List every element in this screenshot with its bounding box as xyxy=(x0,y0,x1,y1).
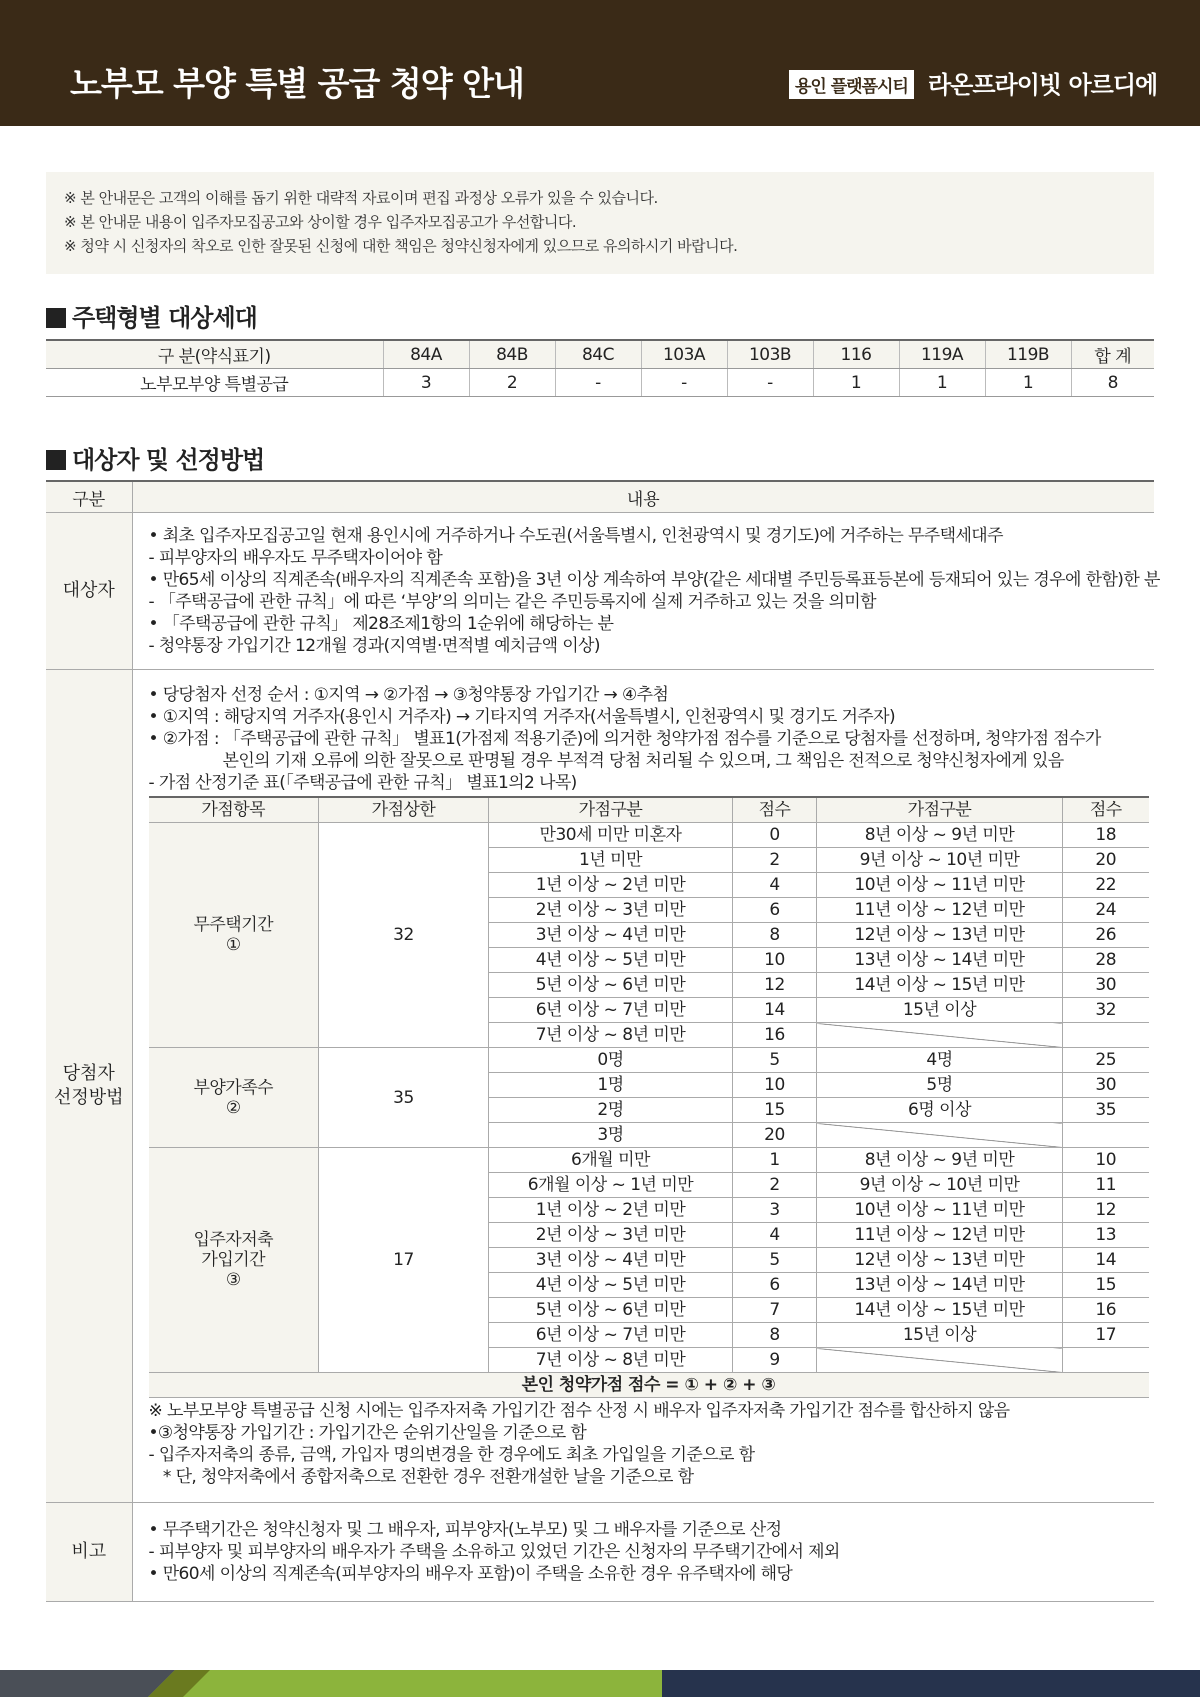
header-cell: 가점구분 xyxy=(489,797,733,823)
table-header-row xyxy=(46,481,1154,513)
table-cell: 1 xyxy=(985,369,1071,397)
score-range: 3년 이상 ~ 4년 미만 xyxy=(489,923,733,948)
score-row xyxy=(149,823,1149,848)
header-cell: 가점항목 xyxy=(149,797,319,823)
table-row xyxy=(46,369,1154,397)
bar-segment-navy xyxy=(662,1670,1200,1697)
header-cell: 84B xyxy=(469,340,555,369)
content-line: - 피부양자 및 피부양자의 배우자가 주택을 소유하고 있었던 기간은 신청자의 무주택기간에서 제외 xyxy=(148,1542,840,1562)
score-value: 3 xyxy=(733,1198,817,1223)
score-range: 1명 xyxy=(489,1073,733,1098)
score-range: 5명 xyxy=(817,1073,1063,1098)
score-category-name: 무주택기간 xyxy=(193,915,274,935)
score-value: 5 xyxy=(733,1248,817,1273)
empty-diagonal-cell xyxy=(817,1123,1063,1148)
header-cell: 116 xyxy=(813,340,899,369)
bar-segment-green xyxy=(148,1670,662,1697)
score-range: 13년 이상 ~ 14년 미만 xyxy=(817,948,1063,973)
header-cell: 내용 xyxy=(132,481,1154,513)
empty-cell xyxy=(1063,1123,1149,1148)
content-line: - 청약통장 가입기간 12개월 경과(지역별·면적별 예치금액 이상) xyxy=(148,636,600,656)
score-range: 12년 이상 ~ 13년 미만 xyxy=(817,923,1063,948)
score-value: 15 xyxy=(733,1098,817,1123)
content-line: • 당당첨자 선정 순서 : ①지역 → ②가점 → ③청약통장 가입기간 → ④추첨 xyxy=(148,685,669,705)
score-value: 14 xyxy=(733,998,817,1023)
empty-diagonal-cell xyxy=(817,1348,1063,1373)
empty-cell xyxy=(1063,1348,1149,1373)
score-value: 17 xyxy=(1063,1323,1149,1348)
unit-type-table xyxy=(46,339,1154,397)
score-range: 6개월 이상 ~ 1년 미만 xyxy=(489,1173,733,1198)
table-header-row xyxy=(46,340,1154,369)
score-value: 6 xyxy=(733,898,817,923)
score-range: 3명 xyxy=(489,1123,733,1148)
square-bullet-icon xyxy=(46,308,66,328)
score-range: 12년 이상 ~ 13년 미만 xyxy=(817,1248,1063,1273)
score-value: 16 xyxy=(1063,1298,1149,1323)
content-line: • ①지역 : 해당지역 거주자(용인시 거주자) → 기타지역 거주자(서울특별시, 인천광역시 및 경기도 거주자) xyxy=(148,707,895,727)
score-value: 4 xyxy=(733,873,817,898)
row-content xyxy=(132,1503,1154,1602)
header-cell: 가점구분 xyxy=(817,797,1063,823)
score-max: 35 xyxy=(319,1048,489,1148)
square-bullet-icon xyxy=(46,450,66,470)
score-value: 12 xyxy=(733,973,817,998)
score-value: 5 xyxy=(733,1048,817,1073)
row-content xyxy=(132,513,1160,670)
score-value: 25 xyxy=(1063,1048,1149,1073)
score-max: 32 xyxy=(319,823,489,1048)
score-value: 28 xyxy=(1063,948,1149,973)
score-value: 8 xyxy=(733,1323,817,1348)
score-range: 8년 이상 ~ 9년 미만 xyxy=(817,1148,1063,1173)
score-category-name: 입주자저축 xyxy=(193,1230,274,1250)
table-cell: - xyxy=(641,369,727,397)
table-cell: 2 xyxy=(469,369,555,397)
score-category xyxy=(149,1048,319,1148)
score-category-name: 가입기간 xyxy=(201,1250,266,1270)
score-value: 8 xyxy=(733,923,817,948)
score-row xyxy=(149,1048,1149,1073)
score-range: 1년 미만 xyxy=(489,848,733,873)
score-value: 1 xyxy=(733,1148,817,1173)
table-cell: 3 xyxy=(383,369,469,397)
table-cell: 1 xyxy=(899,369,985,397)
selection-table xyxy=(46,480,1160,1602)
content-line: • 만65세 이상의 직계존속(배우자의 직계존속 포함)을 3년 이상 계속하여 부양(같은 세대별 주민등록표등본에 등재되어 있는 경우에 한함)한 분 xyxy=(148,570,1160,590)
score-range: 1년 이상 ~ 2년 미만 xyxy=(489,873,733,898)
score-category-mark: ③ xyxy=(225,1270,241,1290)
content-line: • 「주택공급에 관한 규칙」 제28조제1항의 1순위에 해당하는 분 xyxy=(148,614,614,634)
notice-box xyxy=(46,172,1154,274)
score-range: 14년 이상 ~ 15년 미만 xyxy=(817,1298,1063,1323)
page-header xyxy=(0,0,1200,126)
header-cell: 가점상한 xyxy=(319,797,489,823)
score-range: 4년 이상 ~ 5년 미만 xyxy=(489,948,733,973)
score-range: 10년 이상 ~ 11년 미만 xyxy=(817,1198,1063,1223)
score-value: 32 xyxy=(1063,998,1149,1023)
header-cell: 84C xyxy=(555,340,641,369)
score-range: 1년 이상 ~ 2년 미만 xyxy=(489,1198,733,1223)
section-title-text: 주택형별 대상세대 xyxy=(72,304,257,332)
score-range: 11년 이상 ~ 12년 미만 xyxy=(817,1223,1063,1248)
content-line: - 「주택공급에 관한 규칙」에 따른 ‘부양’의 의미는 같은 주민등록지에 실제 거주하고 있는 것을 의미함 xyxy=(148,592,876,612)
content-line: •③청약통장 가입기간 : 가입기간은 순위기산일을 기준으로 함 xyxy=(148,1423,587,1443)
score-range: 2년 이상 ~ 3년 미만 xyxy=(489,898,733,923)
score-value: 14 xyxy=(1063,1248,1149,1273)
score-value: 7 xyxy=(733,1298,817,1323)
score-value: 10 xyxy=(1063,1148,1149,1173)
score-value: 2 xyxy=(733,1173,817,1198)
header-cell: 구분 xyxy=(46,481,132,513)
header-cell: 103B xyxy=(727,340,813,369)
score-value: 4 xyxy=(733,1223,817,1248)
row-label: 대상자 xyxy=(46,513,132,670)
header-cell: 119A xyxy=(899,340,985,369)
score-sum: 본인 청약가점 점수 = ① + ② + ③ xyxy=(149,1373,1149,1398)
table-cell: - xyxy=(555,369,641,397)
score-range: 13년 이상 ~ 14년 미만 xyxy=(817,1273,1063,1298)
score-value: 18 xyxy=(1063,823,1149,848)
header-cell: 구 분(약식표기) xyxy=(46,340,383,369)
target-row xyxy=(46,513,1154,670)
score-value: 30 xyxy=(1063,973,1149,998)
content-line: - 가점 산정기준 표(「주택공급에 관한 규칙」 별표1의2 나목) xyxy=(148,773,577,793)
score-value: 22 xyxy=(1063,873,1149,898)
empty-diagonal-cell xyxy=(817,1023,1063,1048)
score-category-mark: ② xyxy=(225,1097,241,1118)
score-range: 7년 이상 ~ 8년 미만 xyxy=(489,1023,733,1048)
content-line: * 단, 청약저축에서 종합저축으로 전환한 경우 전환개설한 날을 기준으로 함 xyxy=(148,1467,694,1487)
score-value: 35 xyxy=(1063,1098,1149,1123)
section-title-text: 대상자 및 선정방법 xyxy=(72,446,265,474)
score-category-name: 부양가족수 xyxy=(193,1077,274,1098)
score-value: 30 xyxy=(1063,1073,1149,1098)
header-cell: 119B xyxy=(985,340,1071,369)
score-value: 20 xyxy=(733,1123,817,1148)
notice-line: ※ 청약 시 신청자의 착오로 인한 잘못된 신청에 대한 책임은 청약신청자에게 있으므로 유의하시기 바랍니다. xyxy=(64,237,738,255)
content-line: ※ 노부모부양 특별공급 신청 시에는 입주자저축 가입기간 점수 산정 시 배우자 입주자저축 가입기간 점수를 합산하지 않음 xyxy=(148,1401,1010,1421)
score-range: 6명 이상 xyxy=(817,1098,1063,1123)
score-value: 10 xyxy=(733,948,817,973)
remarks-row xyxy=(46,1503,1154,1602)
score-category xyxy=(149,823,319,1048)
score-range: 14년 이상 ~ 15년 미만 xyxy=(817,973,1063,998)
score-range: 9년 이상 ~ 10년 미만 xyxy=(817,1173,1063,1198)
score-range: 4명 xyxy=(817,1048,1063,1073)
selection-row xyxy=(46,670,1154,1503)
score-table xyxy=(149,796,1149,1398)
score-value: 11 xyxy=(1063,1173,1149,1198)
score-value: 12 xyxy=(1063,1198,1149,1223)
content-line: • ②가점 : 「주택공급에 관한 규칙」 별표1(가점제 적용기준)에 의거한 청약가점 점수를 기준으로 당첨자를 선정하며, 청약가점 점수가 xyxy=(148,729,1101,749)
score-range: 15년 이상 xyxy=(817,998,1063,1023)
header-cell: 점수 xyxy=(733,797,817,823)
score-value: 0 xyxy=(733,823,817,848)
score-range: 만30세 미만 미혼자 xyxy=(489,823,733,848)
score-range: 4년 이상 ~ 5년 미만 xyxy=(489,1273,733,1298)
score-range: 3년 이상 ~ 4년 미만 xyxy=(489,1248,733,1273)
content-line: - 피부양자의 배우자도 무주택자이어야 함 xyxy=(148,548,443,568)
score-value: 13 xyxy=(1063,1223,1149,1248)
section-title-selection xyxy=(46,440,264,475)
score-range: 5년 이상 ~ 6년 미만 xyxy=(489,973,733,998)
score-value: 9 xyxy=(733,1348,817,1373)
brand-name: 라온프라이빗 아르디에 xyxy=(928,71,1158,99)
score-value: 10 xyxy=(733,1073,817,1098)
score-value: 16 xyxy=(733,1023,817,1048)
header-cell: 103A xyxy=(641,340,727,369)
section-title-units xyxy=(46,298,257,333)
score-value: 24 xyxy=(1063,898,1149,923)
table-cell: 1 xyxy=(813,369,899,397)
row-label-line: 선정방법 xyxy=(53,1087,124,1108)
score-range: 2명 xyxy=(489,1098,733,1123)
table-cell: 8 xyxy=(1071,369,1154,397)
score-value: 2 xyxy=(733,848,817,873)
score-range: 0명 xyxy=(489,1048,733,1073)
table-cell: - xyxy=(727,369,813,397)
score-value: 6 xyxy=(733,1273,817,1298)
content-line: • 최초 입주자모집공고일 현재 용인시에 거주하거나 수도권(서울특별시, 인천광역시 및 경기도)에 거주하는 무주택세대주 xyxy=(148,526,1003,546)
row-label-line: 당첨자 xyxy=(62,1063,115,1084)
content-line: • 무주택기간은 청약신청자 및 그 배우자, 피부양자(노부모) 및 그 배우자를 기준으로 산정 xyxy=(148,1520,782,1540)
content-line: - 입주자저축의 종류, 금액, 가입자 명의변경을 한 경우에도 최초 가입일을 기준으로 함 xyxy=(148,1445,755,1465)
score-range: 7년 이상 ~ 8년 미만 xyxy=(489,1348,733,1373)
score-category xyxy=(149,1148,319,1373)
score-range: 9년 이상 ~ 10년 미만 xyxy=(817,848,1063,873)
score-range: 11년 이상 ~ 12년 미만 xyxy=(817,898,1063,923)
score-sum-row xyxy=(149,1373,1149,1398)
page-title: 노부모 부양 특별 공급 청약 안내 xyxy=(70,64,524,103)
score-range: 6개월 미만 xyxy=(489,1148,733,1173)
score-range: 5년 이상 ~ 6년 미만 xyxy=(489,1298,733,1323)
bottom-decor-bar xyxy=(0,1670,1200,1697)
score-range: 15년 이상 xyxy=(817,1323,1063,1348)
header-cell: 점수 xyxy=(1063,797,1149,823)
score-header-row xyxy=(149,797,1149,823)
header-cell: 합 계 xyxy=(1071,340,1154,369)
row-content xyxy=(132,670,1154,1503)
content-line: • 만60세 이상의 직계존속(피부양자의 배우자 포함)이 주택을 소유한 경우 유주택자에 해당 xyxy=(148,1564,793,1584)
score-range: 10년 이상 ~ 11년 미만 xyxy=(817,873,1063,898)
notice-line: ※ 본 안내문은 고객의 이해를 돕기 위한 대략적 자료이며 편집 과정상 오류가 있을 수 있습니다. xyxy=(64,189,658,207)
score-range: 6년 이상 ~ 7년 미만 xyxy=(489,1323,733,1348)
score-value: 15 xyxy=(1063,1273,1149,1298)
header-cell: 84A xyxy=(383,340,469,369)
row-label: 비고 xyxy=(46,1503,132,1602)
score-row xyxy=(149,1148,1149,1173)
content-line: 본인의 기재 오류에 의한 잘못으로 판명될 경우 부적격 당첨 처리될 수 있으며, 그 책임은 전적으로 청약신청자에게 있음 xyxy=(222,751,1064,771)
notice-line: ※ 본 안내문 내용이 입주자모집공고와 상이할 경우 입주자모집공고가 우선합니다. xyxy=(64,213,577,231)
score-value: 26 xyxy=(1063,923,1149,948)
row-label xyxy=(46,670,132,1503)
brand-box: 용인 플랫폼시티 xyxy=(789,70,914,99)
score-value: 20 xyxy=(1063,848,1149,873)
score-range: 6년 이상 ~ 7년 미만 xyxy=(489,998,733,1023)
score-range: 8년 이상 ~ 9년 미만 xyxy=(817,823,1063,848)
score-max: 17 xyxy=(319,1148,489,1373)
score-range: 2년 이상 ~ 3년 미만 xyxy=(489,1223,733,1248)
score-category-mark: ① xyxy=(225,935,241,955)
table-cell: 노부모부양 특별공급 xyxy=(46,369,383,397)
empty-cell xyxy=(1063,1023,1149,1048)
